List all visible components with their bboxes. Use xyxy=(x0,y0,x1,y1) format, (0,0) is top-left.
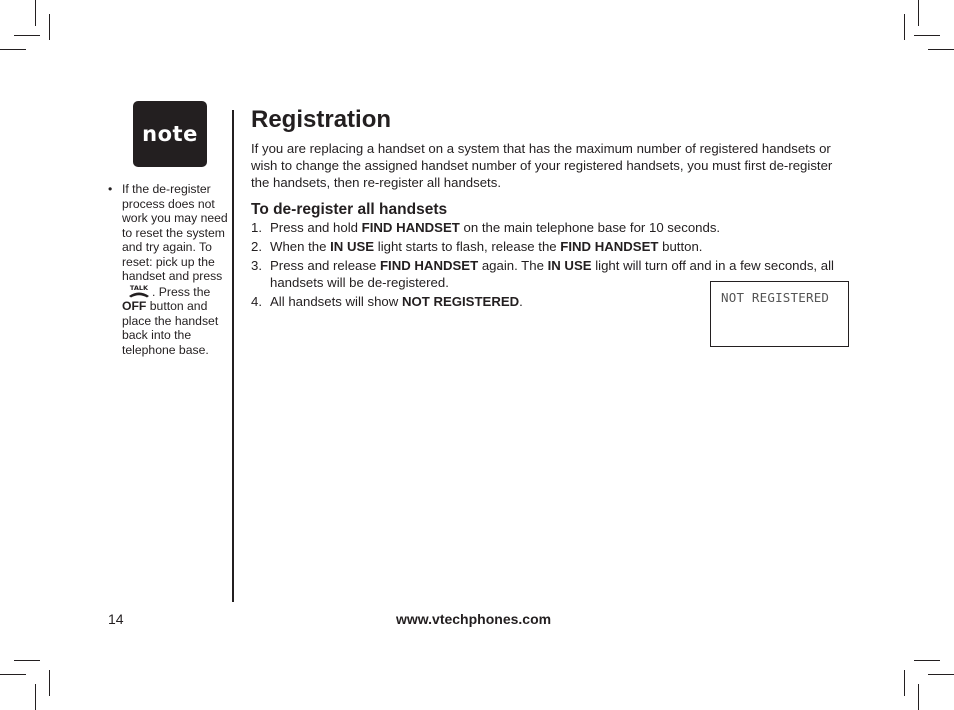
step-text: light starts to flash, release the xyxy=(374,239,561,254)
website-url: www.vtechphones.com xyxy=(396,611,552,627)
phone-handset-icon xyxy=(126,284,152,298)
step-text: again. The xyxy=(478,258,548,273)
note-badge xyxy=(133,101,207,167)
lcd-text: NOT REGISTERED xyxy=(721,290,830,305)
step-text: Press and release xyxy=(270,258,380,273)
bullet: • xyxy=(108,182,113,196)
key-name: FIND HANDSET xyxy=(361,220,460,235)
crop-mark xyxy=(928,49,954,50)
side-note-text-part: If the de-register process does not work you may need to reset the system and try again. To reset: pick up the handset and press xyxy=(122,182,228,283)
talk-key-label: TALK xyxy=(129,283,149,292)
side-note-text-part: button and place the handset back into the telephone base. xyxy=(122,299,219,357)
crop-mark xyxy=(35,684,36,710)
off-key-label: OFF xyxy=(122,299,147,313)
key-name: IN USE xyxy=(330,239,375,254)
step-text: When the xyxy=(270,239,331,254)
side-note-text xyxy=(122,182,228,357)
crop-mark xyxy=(904,14,905,40)
column-divider xyxy=(232,110,234,602)
page-title: Registration xyxy=(251,106,392,133)
section-heading: To de-register all handsets xyxy=(251,201,448,218)
list-item xyxy=(251,238,853,255)
step-number: 3. xyxy=(251,258,262,273)
list-item xyxy=(251,219,853,236)
crop-mark xyxy=(49,670,50,696)
step-number: 4. xyxy=(251,294,262,309)
crop-mark xyxy=(914,35,940,36)
crop-mark xyxy=(918,684,919,710)
step-text: button. xyxy=(658,239,703,254)
crop-mark xyxy=(914,660,940,661)
crop-mark xyxy=(0,674,26,675)
step-text: . xyxy=(519,294,523,309)
step-text: light will turn off and in a few seconds, all handsets will be de-registered. xyxy=(270,258,834,290)
crop-mark xyxy=(14,660,40,661)
step-text: on the main telephone base for 10 seconds. xyxy=(459,220,721,235)
crop-mark xyxy=(49,14,50,40)
side-note-text-part: . Press the xyxy=(152,284,211,299)
crop-mark xyxy=(0,49,26,50)
key-name: FIND HANDSET xyxy=(379,258,479,273)
crop-mark xyxy=(14,35,40,36)
step-number: 1. xyxy=(251,220,262,235)
step-text: All handsets will show xyxy=(270,294,402,309)
intro-paragraph: If you are replacing a handset on a system that has the maximum number of registered handsets or wish to change the assigned handset number of your registered handsets, you must first de-register the handsets, then re-register all handsets. xyxy=(251,141,833,190)
side-note xyxy=(108,182,228,357)
crop-mark xyxy=(35,0,36,26)
note-badge-label: note xyxy=(142,122,198,146)
step-number: 2. xyxy=(251,239,262,254)
crop-mark xyxy=(904,670,905,696)
crop-mark xyxy=(918,0,919,26)
page-number: 14 xyxy=(108,611,124,627)
step-text: Press and hold xyxy=(270,220,362,235)
key-name: NOT REGISTERED xyxy=(401,294,520,309)
key-name: FIND HANDSET xyxy=(560,239,659,254)
key-name: IN USE xyxy=(547,258,592,273)
crop-mark xyxy=(928,674,954,675)
lcd-screen xyxy=(710,281,849,347)
